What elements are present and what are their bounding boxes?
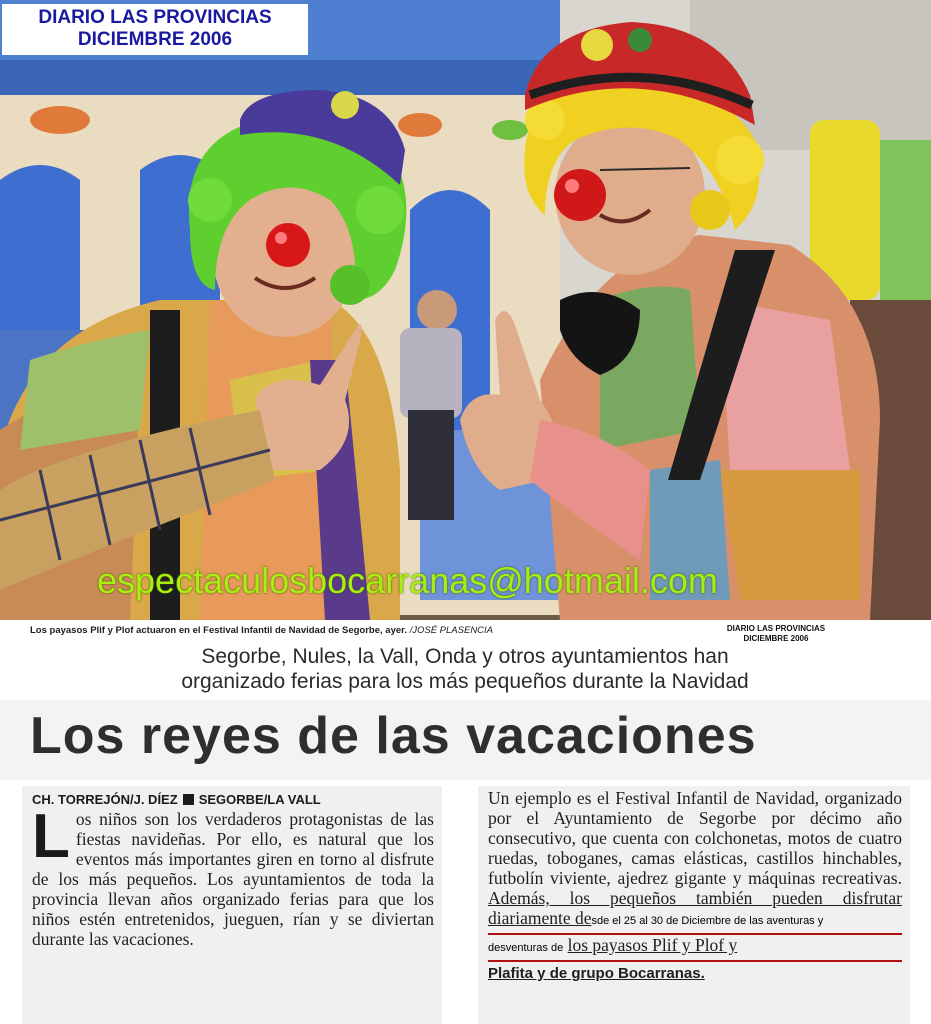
- byline-authors: CH. TORREJÓN/J. DÍEZ: [32, 792, 178, 807]
- photo-caption: [30, 625, 700, 636]
- drop-cap: L: [32, 802, 70, 871]
- source-note-date: DICIEMBRE 2006: [743, 634, 809, 643]
- article-column-right: [478, 786, 910, 1024]
- right-body-paragraph: [488, 788, 902, 984]
- subheading-line-1: Segorbe, Nules, la Vall, Onda y otros ayuntamientos han: [201, 645, 729, 668]
- source-note-name: DIARIO LAS PROVINCIAS: [726, 624, 826, 633]
- right-body-text-2: Además, los pequeños también pueden disfrutar diariamente de: [488, 888, 902, 928]
- clipping-source-note: [706, 624, 846, 644]
- left-body-paragraph: [32, 802, 434, 949]
- photo-credit: /JOSÉ PLASENCIA: [409, 625, 494, 636]
- inserted-text-1: sde el 25 al 30 de Diciembre de las aventuras y: [591, 915, 824, 927]
- newspaper-source-label: [2, 4, 308, 55]
- byline: [32, 792, 434, 807]
- right-body-text-1: Un ejemplo es el Festival Infantil de Navidad, organizado por el Ayuntamiento de Segorbe por décimo año consecutivo, que cuenta con colchonetas, motos de cuatro ruedas, toboganes, camas elásticas, castillos hinchables, futbolín viviente, ajedrez gigante y máquinas recreativas.: [488, 788, 902, 888]
- article-headline: Los reyes de las vacaciones: [30, 707, 757, 765]
- left-body-text: os niños son los verdaderos protagonistas de las fiestas navideñas. Por ello, es natural que los eventos más importantes giren en torno al disfrute de los más pequeños. Los ayuntamientos de toda la provincia llevan años organizado ferias para que los niños estén entretenidos, jueguen, rían y se diviertan durante las vacaciones.: [32, 809, 434, 949]
- byline-place: SEGORBE/LA VALL: [198, 792, 321, 807]
- subheading-line-2: organizado ferias para los más pequeños durante la Navidad: [181, 670, 749, 693]
- red-underline-2: [488, 960, 902, 962]
- square-bullet-icon: [183, 794, 194, 805]
- inserted-text-2: desventuras de: [488, 942, 564, 954]
- source-date: DICIEMBRE 2006: [77, 29, 233, 50]
- article-subheading: [20, 644, 910, 694]
- caption-text: Los payasos Plif y Plof actuaron en el Festival Infantil de Navidad de Segorbe, ayer.: [30, 625, 407, 636]
- source-name: DIARIO LAS PROVINCIAS: [38, 7, 272, 28]
- right-body-text-4: Plafita y de grupo Bocarranas.: [488, 965, 705, 982]
- article-column-left: [22, 786, 442, 1024]
- contact-email: espectaculosbocarranas@hotmail.com: [97, 560, 718, 601]
- right-body-text-3: los payasos Plif y Plof y: [567, 935, 738, 955]
